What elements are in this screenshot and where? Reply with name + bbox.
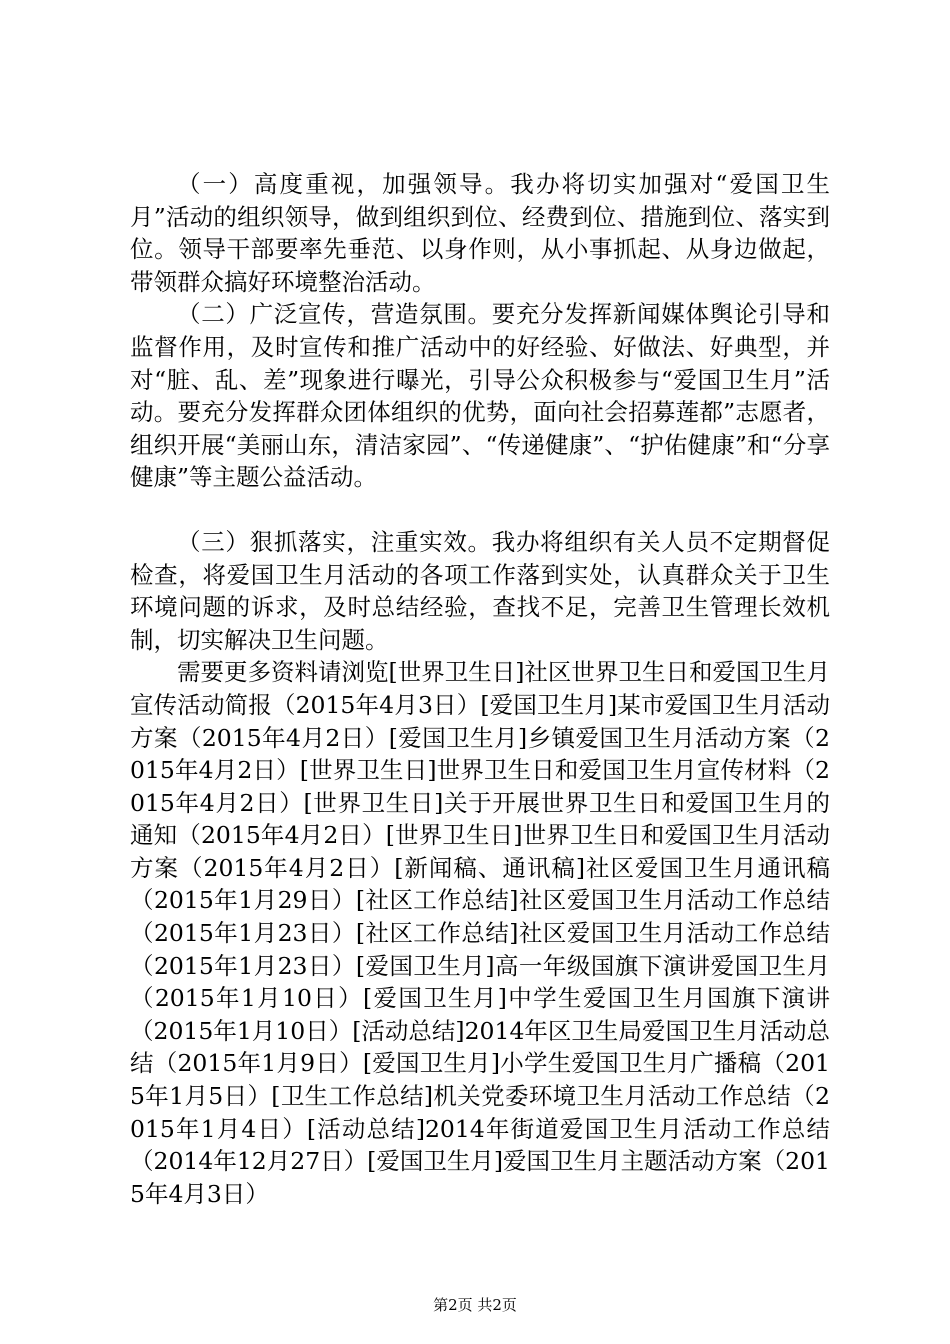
document-body bbox=[130, 168, 830, 1210]
paragraph-4-related-links: 需要更多资料请浏览[世界卫生日]社区世界卫生日和爱国卫生月宣传活动简报（2015年4月3日）[爱国卫生月]某市爱国卫生月活动方案（2015年4月2日）[爱国卫生月]乡镇爱国卫生月活动方案（2015年4月2日）[世界卫生日]世界卫生日和爱国卫生月宣传材料（2015年4月2日）[世界卫生日]关于开展世界卫生日和爱国卫生月的通知（2015年4月2日）[世界卫生日]世界卫生日和爱国卫生月活动方案（2015年4月2日）[新闻稿、通讯稿]社区爱国卫生月通讯稿（2015年1月29日）[社区工作总结]社区爱国卫生月活动工作总结（2015年1月23日）[社区工作总结]社区爱国卫生月活动工作总结（2015年1月23日）[爱国卫生月]高一年级国旗下演讲爱国卫生月（2015年1月10日）[爱国卫生月]中学生爱国卫生月国旗下演讲（2015年1月10日）[活动总结]2014年区卫生局爱国卫生月活动总结（2015年1月9日）[爱国卫生月]小学生爱国卫生月广播稿（2015年1月5日）[卫生工作总结]机关党委环境卫生月活动工作总结（2015年1月4日）[活动总结]2014年街道爱国卫生月活动工作总结（2014年12月27日）[爱国卫生月]爱国卫生月主题活动方案（2015年4月3日） bbox=[130, 658, 830, 1208]
paragraph-1: （一）高度重视，加强领导。我办将切实加强对“爱国卫生月”活动的组织领导，做到组织到位、经费到位、措施到位、落实到位。领导干部要率先垂范、以身作则，从小事抓起、从身边做起，带领群众搞好环境整治活动。 bbox=[130, 170, 830, 296]
page-number: 第2页 共2页 bbox=[433, 1296, 517, 1314]
page-footer bbox=[0, 1296, 950, 1314]
paragraph-2: （二）广泛宣传，营造氛围。要充分发挥新闻媒体舆论引导和监督作用，及时宣传和推广活动中的好经验、好做法、好典型，并对“脏、乱、差”现象进行曝光，引导公众积极参与“爱国卫生月”活动。要充分发挥群众团体组织的优势，面向社会招募莲都”志愿者，组织开展“美丽山东，清洁家园”、“传递健康”、“护佑健康”和“分享健康”等主题公益活动。 bbox=[130, 300, 830, 492]
paragraph-3: （三）狠抓落实，注重实效。我办将组织有关人员不定期督促检查，将爱国卫生月活动的各项工作落到实处，认真群众关于卫生环境问题的诉求，及时总结经验，查找不足，完善卫生管理长效机制，切实解决卫生问题。 bbox=[130, 527, 830, 654]
